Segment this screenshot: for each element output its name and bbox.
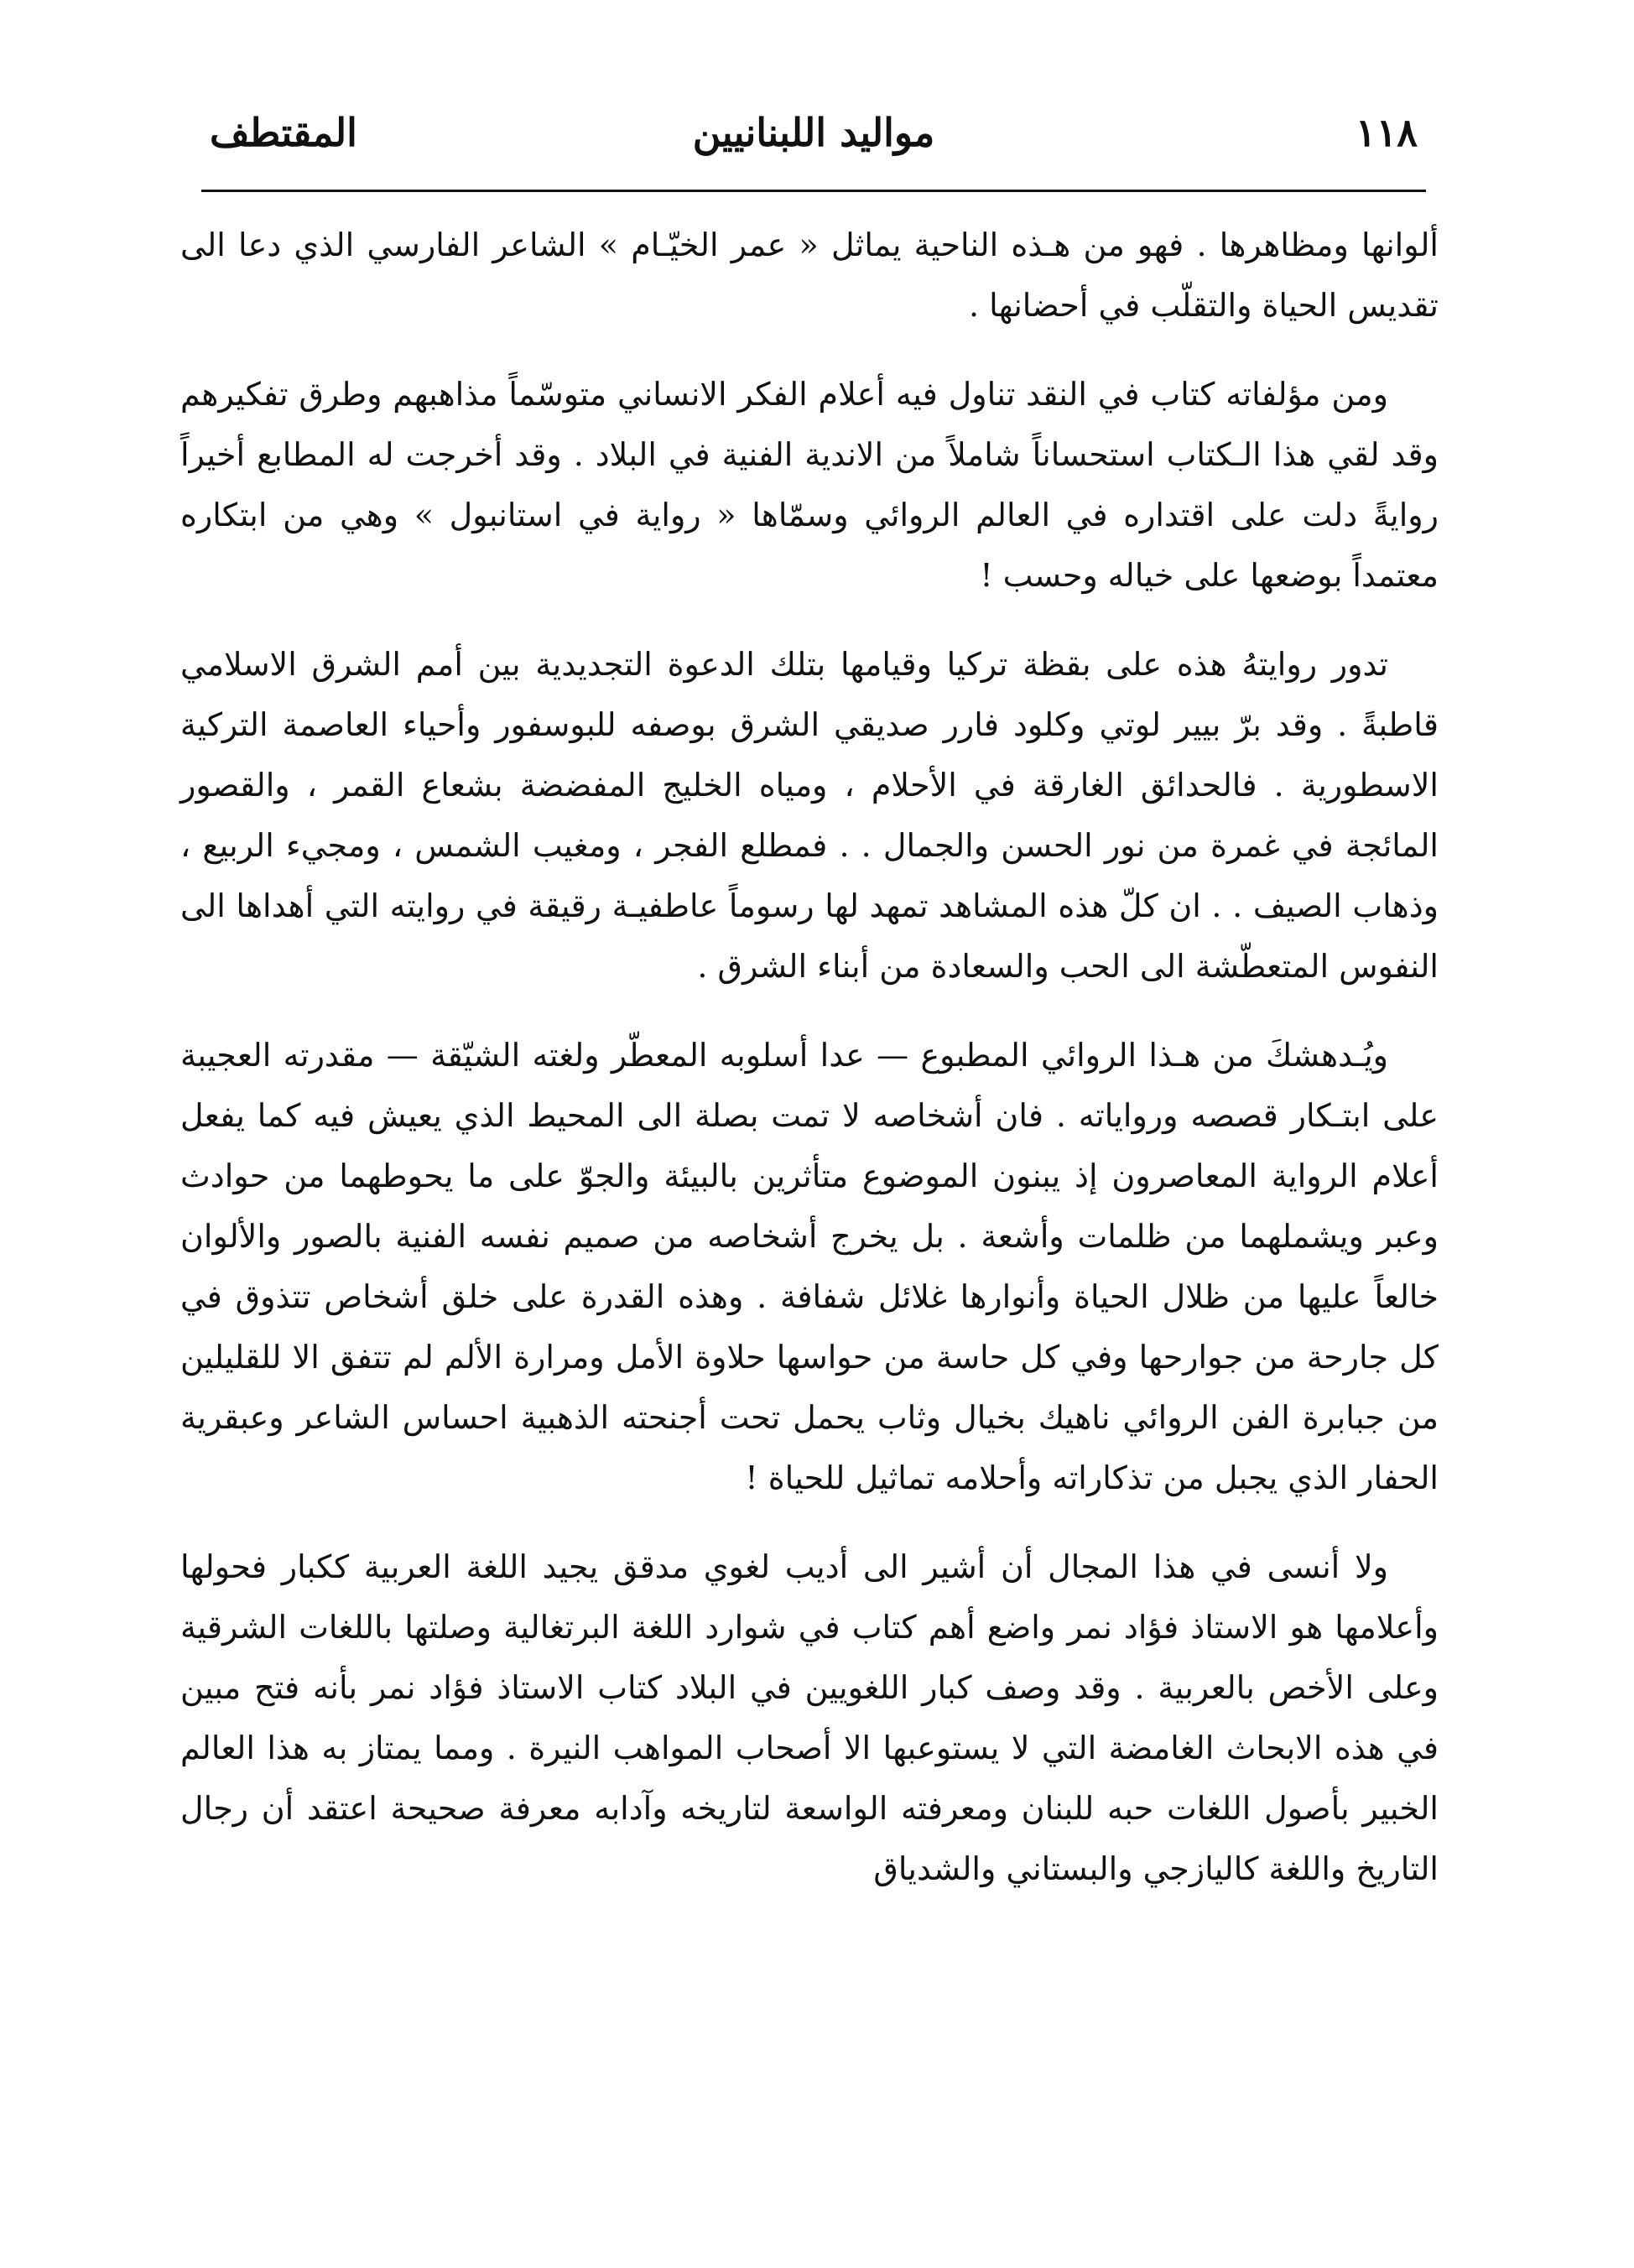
- paragraph: ومن مؤلفاته كتاب في النقد تناول فيه أعلام الفكر الانساني متوسّماً مذاهبهم وطرق تفكيرهم وقد لقي هذا الـكتاب استحساناً شاملاً من الاندية الفنية في البلاد . وقد أخرجت له المطابع أخيراً روايةً دلت على اقتداره في العالم الروائي وسمّاها « رواية في استانبول » وهي من ابتكاره معتمداً بوضعها على خياله وحسب !: [180, 376, 1439, 594]
- paragraph: ويُـدهشكَ من هـذا الروائي المطبوع — عدا أسلوبه المعطّر ولغته الشيّقة — مقدرته العجيبة على ابتـكار قصصه ورواياته . فان أشخاصه لا تمت بصلة الى المحيط الذي يعيش فيه كما يفعل أعلام الرواية المعاصرون إذ يبنون الموضوع متأثرين بالبيئة والجوّ على ما يحوطهما من حوادث وعبر ويشملهما من ظلمات وأشعة . بل يخرج أشخاصه من صميم نفسه الفنية بالصور والألوان خالعاً عليها من ظلال الحياة وأنوارها غلائل شفافة . وهذه القدرة على خلق أشخاص تتذوق في كل جارحة من جوارحها وفي كل حاسة من حواسها حلاوة الأمل ومرارة الألم لم تتفق الا للقليلين من جبابرة الفن الروائي ناهيك بخيال وثاب يحمل تحت أجنحته الذهبية احساس الشاعر وعبقرية الحفار الذي يجبل من تذكاراته وأحلامه تماثيل للحياة !: [180, 1037, 1439, 1496]
- page-number: ١١٨: [1355, 110, 1418, 155]
- paragraph: ولا أنسى في هذا المجال أن أشير الى أديب لغوي مدقق يجيد اللغة العربية ككبار فحولها وأعلامها هو الاستاذ فؤاد نمر واضع أهم كتاب في شوارد اللغة البرتغالية وصلتها باللغات الشرقية وعلى الأخص بالعربية . وقد وصف كبار اللغويين في البلاد كتاب الاستاذ فؤاد نمر بأنه فتح مبين في هذه الابحاث الغامضة التي لا يستوعبها الا أصحاب المواهب النيرة . ومما يمتاز به هذا العالم الخبير بأصول اللغات حبه للبنان ومعرفته الواسعة لتاريخه وآدابه معرفة صحيحة اعتقد أن رجال التاريخ واللغة كاليازجي والبستاني والشدياق: [180, 1548, 1439, 1887]
- header-divider: [201, 190, 1426, 192]
- article-body: [180, 215, 1439, 1927]
- running-title: مواليد اللبنانيين: [692, 110, 935, 155]
- paragraph: ألوانها ومظاهرها . فهو من هـذه الناحية يماثل « عمر الخيّـام » الشاعر الفارسي الذي دعا الى تقديس الحياة والتقلّب في أحضانها .: [180, 226, 1439, 324]
- page-header: [210, 99, 1418, 166]
- journal-name: المقتطف: [210, 110, 357, 155]
- paragraph: تدور روايتهُ هذه على بقظة تركيا وقيامها بتلك الدعوة التجديدية بين أمم الشرق الاسلامي قاطبةً . وقد برّ بيير لوتي وكلود فارر صديقي الشرق بوصفه للبوسفور وأحياء العاصمة التركية الاسطورية . فالحدائق الغارقة في الأحلام ، ومياه الخليج المفضضة بشعاع القمر ، والقصور المائجة في غمرة من نور الحسن والجمال . . فمطلع الفجر ، ومغيب الشمس ، ومجيء الربيع ، وذهاب الصيف . . ان كلّ هذه المشاهد تمهد لها رسوماً عاطفيـة رقيقة في روايته التي أهداها الى النفوس المتعطّشة الى الحب والسعادة من أبناء الشرق .: [180, 646, 1439, 985]
